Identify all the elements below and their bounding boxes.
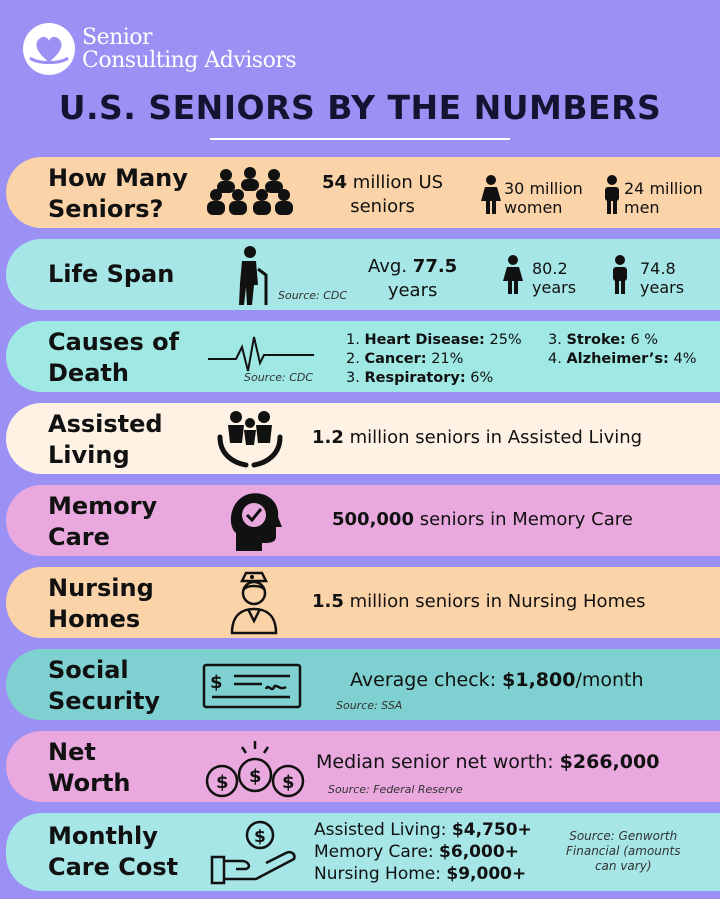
heart-hands-logo-icon <box>22 22 76 76</box>
row-how-many <box>6 157 720 228</box>
life-span-source: Source: CDC <box>278 289 348 302</box>
men-life-unit: years <box>640 278 685 297</box>
brand-line-2: Consulting Advisors <box>82 48 297 73</box>
care-cost-value: $6,000+ <box>439 842 519 862</box>
seniors-total <box>322 171 443 219</box>
cause-name: Respiratory: <box>364 370 466 386</box>
avg-value: 77.5 <box>412 256 458 277</box>
cause-item <box>548 350 696 369</box>
women-count-value: 30 million <box>504 179 583 198</box>
row-label-line: Nursing <box>48 574 154 602</box>
social-security-stat <box>350 669 644 691</box>
cause-item <box>548 331 658 350</box>
cause-item <box>346 350 463 369</box>
memory-text: seniors in Memory Care <box>419 509 633 530</box>
check-icon <box>202 663 302 709</box>
crowd-icon <box>206 167 294 219</box>
row-label-line: Death <box>48 359 129 387</box>
nurse-icon <box>226 571 282 635</box>
cause-name: Heart Disease: <box>364 332 485 348</box>
brand-line-1: Senior <box>82 25 153 50</box>
row-causes <box>6 321 720 392</box>
row-label: Life Span <box>48 260 175 288</box>
row-label <box>48 573 154 635</box>
row-nursing-homes <box>6 567 720 638</box>
care-cost-source-line: Financial (amounts <box>566 844 681 858</box>
avg-unit: years <box>387 280 438 301</box>
women-life-value: 80.2 <box>532 259 568 278</box>
cause-item <box>346 331 522 350</box>
networth-value: $266,000 <box>559 751 660 773</box>
women-count <box>504 179 583 217</box>
assisted-value: 1.2 <box>312 427 344 448</box>
men-count-label: men <box>624 198 660 217</box>
row-label-line: Causes of <box>48 328 180 356</box>
row-label-line: Worth <box>48 769 131 797</box>
row-label <box>48 491 157 553</box>
row-label <box>48 409 163 471</box>
care-cost-source <box>566 829 680 874</box>
title-divider <box>210 138 510 140</box>
care-cost-item <box>314 819 532 841</box>
row-label <box>48 821 178 883</box>
row-label-line: Homes <box>48 605 141 633</box>
row-label <box>48 163 188 225</box>
row-net-worth <box>6 731 720 802</box>
svg-text:$: $ <box>254 827 266 847</box>
nursing-text: million seniors in Nursing Homes <box>349 591 646 612</box>
row-label-line: Security <box>48 687 161 715</box>
cause-value: 6 % <box>630 332 659 348</box>
cause-value: 6% <box>470 370 494 386</box>
woman-icon <box>480 175 502 215</box>
cause-rank: 1. <box>346 332 360 348</box>
row-label-line: Monthly <box>48 822 158 850</box>
networth-source: Source: Federal Reserve <box>328 783 463 796</box>
cause-value: 21% <box>431 351 464 367</box>
men-count-value: 24 million <box>624 179 703 198</box>
cause-rank: 2. <box>346 351 360 367</box>
hand-coin-icon <box>208 817 300 887</box>
man-icon <box>602 175 622 215</box>
cause-rank: 3. <box>548 332 562 348</box>
avg-life-span <box>368 255 457 303</box>
memory-value: 500,000 <box>332 509 414 530</box>
cause-item <box>346 369 493 388</box>
row-label-line: Care Cost <box>48 853 179 881</box>
seniors-total-unit: million US <box>352 172 444 193</box>
coins-icon <box>200 737 310 799</box>
row-label <box>48 737 131 799</box>
cause-value: 4% <box>673 351 697 367</box>
care-cost-value: $9,000+ <box>446 864 527 884</box>
assisted-text: million seniors in Assisted Living <box>349 427 643 448</box>
assisted-living-stat <box>312 427 642 448</box>
cause-value: 25% <box>489 332 522 348</box>
cause-name: Alzheimer’s: <box>566 351 669 367</box>
net-worth-stat <box>316 751 659 773</box>
care-cost-source-line: Source: Genworth <box>569 829 678 843</box>
row-life-span <box>6 239 720 310</box>
causes-source: Source: CDC <box>244 371 314 384</box>
cause-rank: 4. <box>548 351 562 367</box>
row-label-line: Social <box>48 656 129 684</box>
seniors-total-unit-2: seniors <box>350 196 415 217</box>
memory-care-stat <box>332 509 633 530</box>
man-icon <box>610 255 630 295</box>
networth-prefix: Median senior net worth: <box>316 751 554 773</box>
row-label-line: Assisted <box>48 410 163 438</box>
men-life-span <box>640 259 684 297</box>
row-label-line: How Many <box>48 164 188 192</box>
care-cost-list <box>314 819 532 885</box>
cause-name: Stroke: <box>566 332 626 348</box>
row-memory-care <box>6 485 720 556</box>
women-life-unit: years <box>532 278 577 297</box>
caring-hands-icon <box>216 407 284 471</box>
brand-logo <box>22 22 296 76</box>
women-life-span <box>532 259 576 297</box>
avg-prefix: Avg. <box>368 256 408 277</box>
women-count-label: women <box>504 198 563 217</box>
row-care-cost <box>6 813 720 891</box>
care-cost-item <box>314 863 532 885</box>
care-cost-source-line: can vary) <box>594 859 652 873</box>
nursing-value: 1.5 <box>312 591 344 612</box>
social-value: $1,800 <box>502 669 576 691</box>
brain-head-icon <box>226 489 284 553</box>
row-label <box>48 327 179 389</box>
cause-name: Cancer: <box>364 351 427 367</box>
row-label <box>48 655 160 717</box>
care-cost-name: Nursing Home: <box>314 864 441 884</box>
page-title: U.S. SENIORS BY THE NUMBERS <box>58 88 662 127</box>
care-cost-name: Assisted Living: <box>314 820 447 840</box>
row-social-security <box>6 649 720 720</box>
woman-icon <box>502 255 524 295</box>
svg-text:$: $ <box>216 772 229 793</box>
row-label-line: Net <box>48 738 96 766</box>
svg-text:$: $ <box>210 672 223 693</box>
social-source: Source: SSA <box>336 699 403 712</box>
men-life-value: 74.8 <box>640 259 676 278</box>
care-cost-value: $4,750+ <box>451 820 532 840</box>
cause-rank: 3. <box>346 370 360 386</box>
svg-text:$: $ <box>249 766 262 787</box>
men-count <box>624 179 703 217</box>
elderly-person-icon <box>232 245 274 307</box>
care-cost-item <box>314 841 532 863</box>
row-label-line: Seniors? <box>48 195 164 223</box>
row-assisted-living <box>6 403 720 474</box>
nursing-homes-stat <box>312 591 646 612</box>
brand-name <box>82 26 296 72</box>
seniors-total-value: 54 <box>322 172 348 193</box>
row-label-line: Memory <box>48 492 158 520</box>
row-label-line: Living <box>48 441 130 469</box>
svg-text:$: $ <box>282 772 295 793</box>
row-label-line: Care <box>48 523 110 551</box>
social-prefix: Average check: <box>350 669 497 691</box>
social-suffix: /month <box>575 669 644 691</box>
care-cost-name: Memory Care: <box>314 842 434 862</box>
